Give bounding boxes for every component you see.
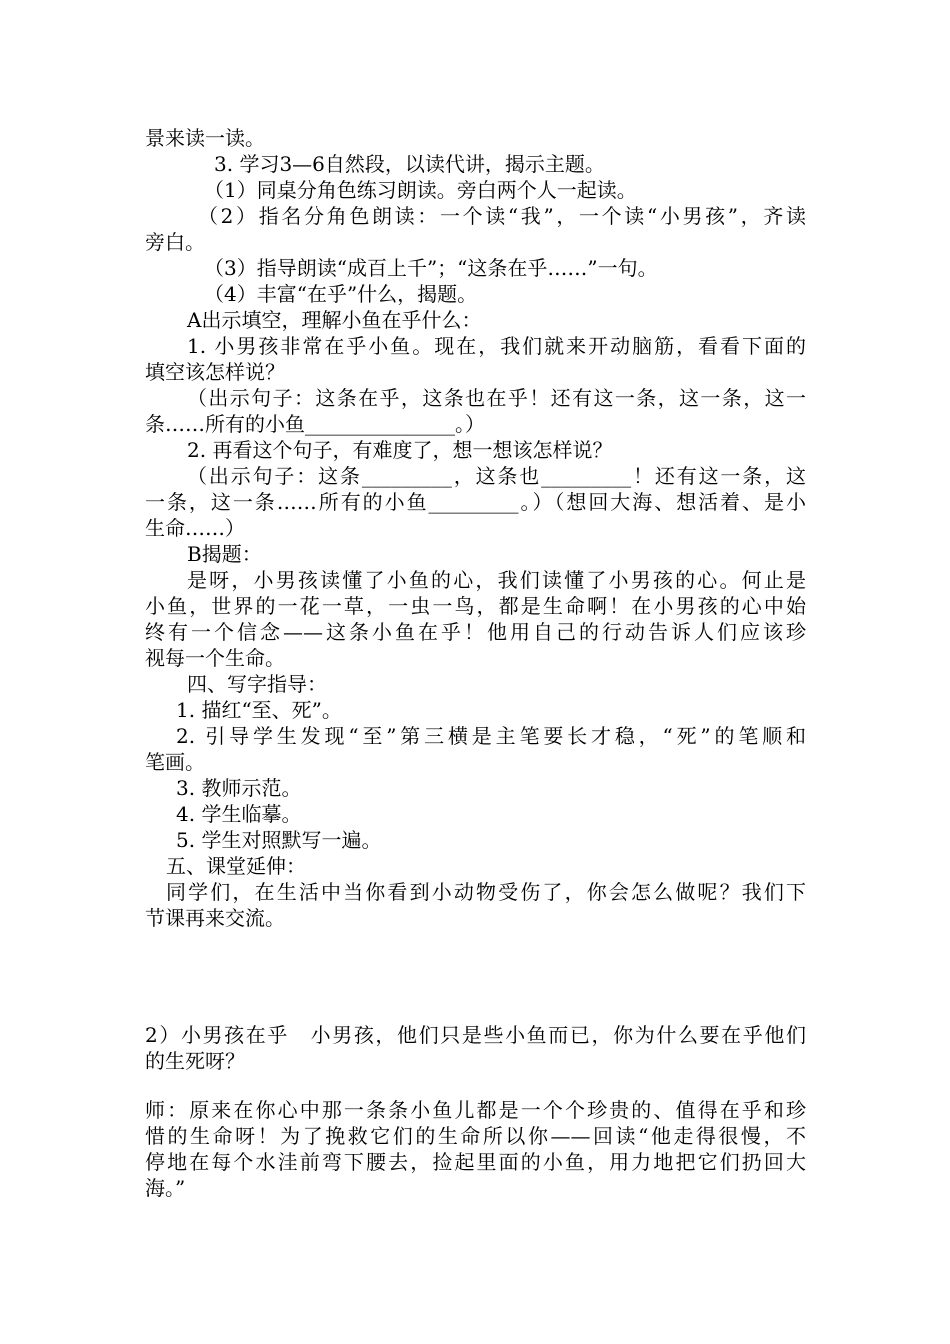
text-line: 4. 学生临摹。	[176, 802, 302, 826]
text-line: 生命……）	[145, 516, 245, 540]
text-line: A出示填空，理解小鱼在乎什么：	[187, 308, 482, 332]
text-line: 条……所有的小鱼_______________。）	[145, 412, 485, 436]
text-line: 视每一个生命。	[145, 646, 285, 670]
text-line: （1）同桌分角色练习朗读。旁白两个人一起读。	[204, 178, 637, 202]
text-line: 师：原来在你心中那一条条小鱼儿都是一个个珍贵的、值得在乎和珍	[145, 1098, 806, 1122]
text-line: 同学们，在生活中当你看到小动物受伤了，你会怎么做呢？我们下	[166, 880, 806, 904]
text-line: 景来读一读。	[145, 126, 265, 150]
section-heading: B揭题：	[187, 542, 262, 566]
text-line: （4）丰富“在乎”什么，揭题。	[204, 282, 478, 306]
section-heading: 3. 学习3—6自然段，以读代讲，揭示主题。	[214, 152, 605, 176]
text-line: （出示句子：这条在乎，这条也在乎！还有这一条，这一条，这一	[187, 386, 806, 410]
text-line: 是呀，小男孩读懂了小鱼的心，我们读懂了小男孩的心。何止是	[187, 568, 806, 592]
text-line: 填空该怎样说？	[145, 360, 285, 384]
text-line: 5. 学生对照默写一遍。	[176, 828, 382, 852]
text-line: 1. 小男孩非常在乎小鱼。现在，我们就来开动脑筋，看看下面的	[187, 334, 806, 358]
text-line: 2. 再看这个句子，有难度了，想一想该怎样说？	[187, 438, 613, 462]
text-line: 节课再来交流。	[145, 906, 285, 930]
section-heading: 五、课堂延伸：	[166, 854, 306, 878]
text-line: 停地在每个水洼前弯下腰去，捡起里面的小鱼，用力地把它们扔回大	[145, 1150, 806, 1174]
text-line: 惜的生命呀！为了挽救它们的生命所以你——回读“他走得很慢，不	[145, 1124, 806, 1148]
text-line: 的生死呀？	[145, 1049, 245, 1073]
text-line: （2）指名分角色朗读：一个读“我”，一个读“小男孩”，齐读	[198, 204, 806, 228]
text-line: 笔画。	[145, 750, 205, 774]
text-line: 终有一个信念——这条小鱼在乎！他用自己的行动告诉人们应该珍	[145, 620, 806, 644]
text-line: 2. 引导学生发现“至”第三横是主笔要长才稳，“死”的笔顺和	[176, 724, 806, 748]
section-heading: 四、写字指导：	[187, 672, 327, 696]
text-line: 小鱼，世界的一花一草，一虫一鸟，都是生命啊！在小男孩的心中始	[145, 594, 806, 618]
text-line: 旁白。	[145, 230, 205, 254]
text-line: （出示句子：这条_________，这条也_________！还有这一条，这	[187, 464, 806, 488]
text-line: 一条，这一条……所有的小鱼_________。）（想回大海、想活着、是小	[145, 490, 806, 514]
text-line: （3）指导朗读“成百上千”；“这条在乎……”一句。	[204, 256, 658, 280]
text-line: 1. 描红“至、死”。	[176, 698, 342, 722]
text-line: 3. 教师示范。	[176, 776, 302, 800]
text-line: 海。”	[145, 1176, 186, 1200]
text-line: 2）小男孩在乎 小男孩，他们只是些小鱼而已，你为什么要在乎他们	[145, 1023, 806, 1047]
